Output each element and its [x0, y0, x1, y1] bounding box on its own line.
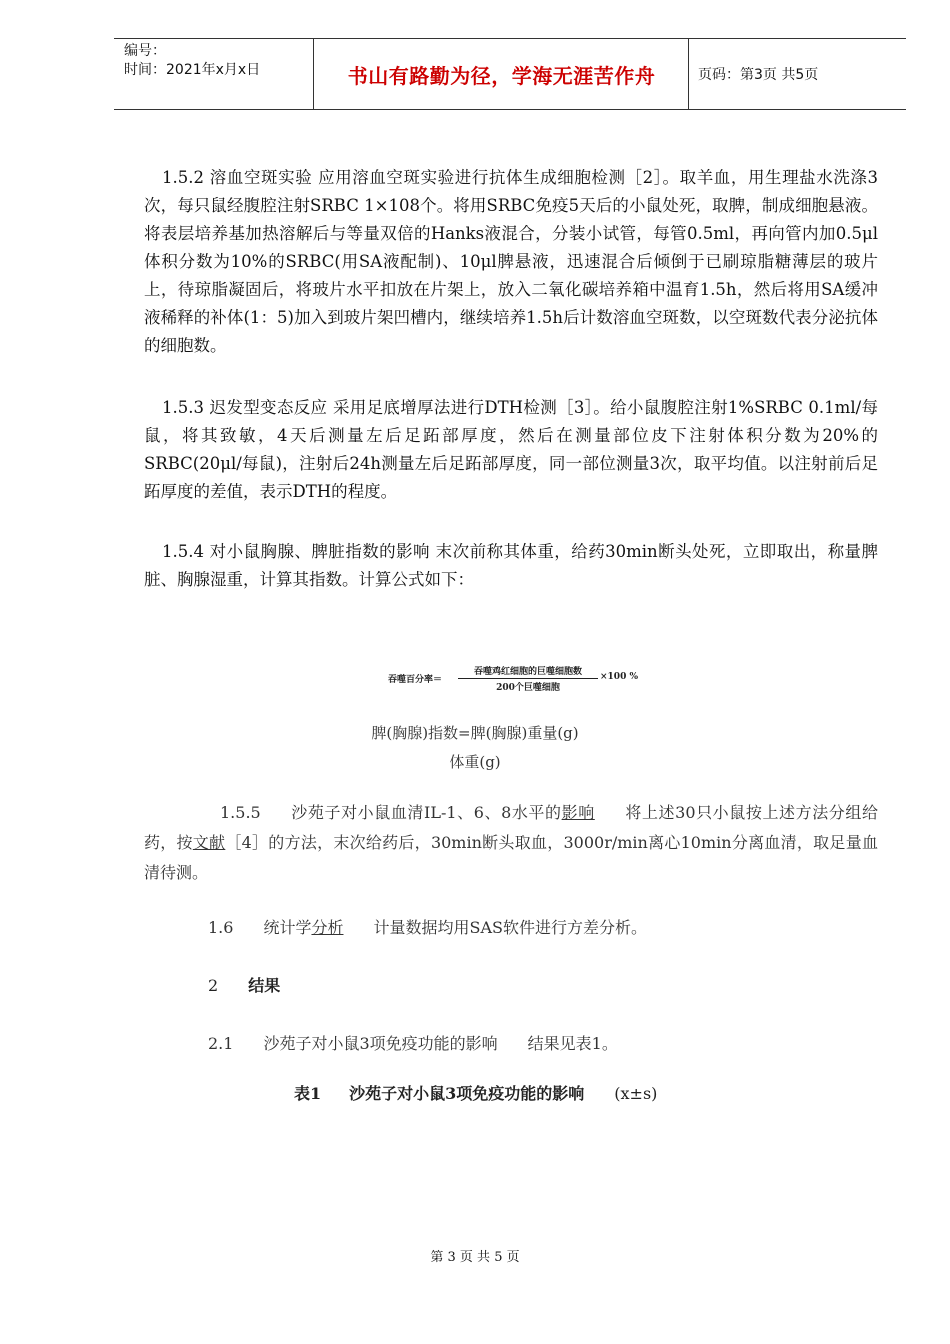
- section-title: 沙苑子对小鼠血清IL-1、6、8水平的: [290, 803, 562, 822]
- paragraph-1-5-5: [144, 798, 878, 888]
- number-label: 编号：: [124, 43, 166, 59]
- section-number: 1.6: [208, 918, 234, 937]
- index-formula-line2: 体重(g): [449, 753, 501, 771]
- page-footer: 第 3 页 共 5 页: [430, 1250, 520, 1265]
- section-number: 2.1: [208, 1034, 234, 1053]
- link-analysis[interactable]: 分析: [311, 918, 344, 937]
- header-page-label: 页码：第3页 共5页: [698, 67, 819, 83]
- formula-rhs: ×100 %: [600, 672, 639, 682]
- link-impact[interactable]: 影响: [561, 803, 595, 822]
- paragraph-1-5-2: [144, 164, 878, 360]
- index-formula-line1: 脾(胸腺)指数=脾(胸腺)重量(g): [371, 724, 579, 742]
- section-title: 结果: [248, 976, 281, 995]
- section-2-heading: [144, 972, 878, 1000]
- paragraph-text: 1.5.2 溶血空斑实验 应用溶血空斑实验进行抗体生成细胞检测［2］。取羊血，用生理盐水洗涤3次，每只鼠经腹腔注射SRBC 1×108个。将用SRBC免疫5天后的小鼠处死，取脾，制成细胞悬液。将表层培养基加热溶解后与等量双倍的Hanks液混合，分装小试管，每管0.5ml，再向管内加0.5μl体积分数为10%的SRBC(用SA液配制)、10μl脾悬液，迅速混合后倾倒于已刷琼脂糖薄层的玻片上，待琼脂凝固后，将玻片水平扣放在片架上，放入二氧化碳培养箱中温育1.5h，然后将用SA缓冲液稀释的补体(1：5)加入到玻片架凹槽内，继续培养1.5h后计数溶血空斑数，以空斑数代表分泌抗体的细胞数。: [144, 168, 878, 355]
- paragraph-1-5-3: [144, 394, 878, 506]
- section-title: 沙苑子对小鼠3项免疫功能的影响: [263, 1034, 498, 1053]
- section-number: 2: [208, 976, 219, 995]
- paragraph-text: ［4］的方法，末次给药后，30min断头取血，3000r/min离心10min分离血清，取足量血清待测。: [144, 833, 878, 882]
- paragraph-1-5-4: [144, 538, 878, 594]
- paragraph-text: 1.5.4 对小鼠胸腺、脾脏指数的影响 末次前称其体重，给药30min断头处死，立即取出，称量脾脏、胸腺湿重，计算其指数。计算公式如下：: [144, 542, 878, 589]
- paragraph-text: 计量数据均用SAS软件进行方差分析。: [373, 918, 647, 937]
- caption-title: 沙苑子对小鼠3项免疫功能的影响: [349, 1084, 585, 1103]
- phagocytosis-formula: [388, 664, 638, 694]
- section-title: 统计学: [263, 918, 312, 937]
- time-label: 时间：2021年x月x日: [124, 62, 261, 78]
- caption-label: 表1: [294, 1084, 322, 1103]
- formula-fraction: [458, 664, 598, 693]
- caption-stat: (x±s): [614, 1084, 658, 1103]
- paragraph-text: 1.5.3 迟发型变态反应 采用足底增厚法进行DTH检测［3］。给小鼠腹腔注射1%SRBC 0.1ml/每鼠，将其致敏，4天后测量左后足跖部厚度，然后在测量部位皮下注射体积分数为20%的SRBC(20μl/每鼠)，注射后24h测量左后足跖部厚度，同一部位测量3次，取平均值。以注射前后足跖厚度的差值，表示DTH的程度。: [144, 398, 878, 501]
- paragraph-text: 结果见表1。: [527, 1034, 618, 1053]
- paragraph-text: 将上述30只小鼠按上述方法分组给药，按: [144, 803, 878, 852]
- header-motto: 书山有路勤为径，学海无涯苦作舟: [315, 39, 689, 109]
- paragraph-2-1: [144, 1030, 878, 1058]
- header-meta-cell: [114, 39, 314, 109]
- formula-numerator: 吞噬鸡红细胞的巨噬细胞数: [458, 664, 598, 679]
- paragraph-1-6: [144, 914, 878, 942]
- section-number: 1.5.5: [220, 803, 261, 822]
- table-caption: [144, 1080, 878, 1108]
- formula-denominator: 200个巨噬细胞: [496, 683, 560, 693]
- formula-lhs: 吞噬百分率＝: [388, 675, 443, 685]
- link-literature[interactable]: 文献: [192, 833, 226, 852]
- document-header: [114, 38, 906, 110]
